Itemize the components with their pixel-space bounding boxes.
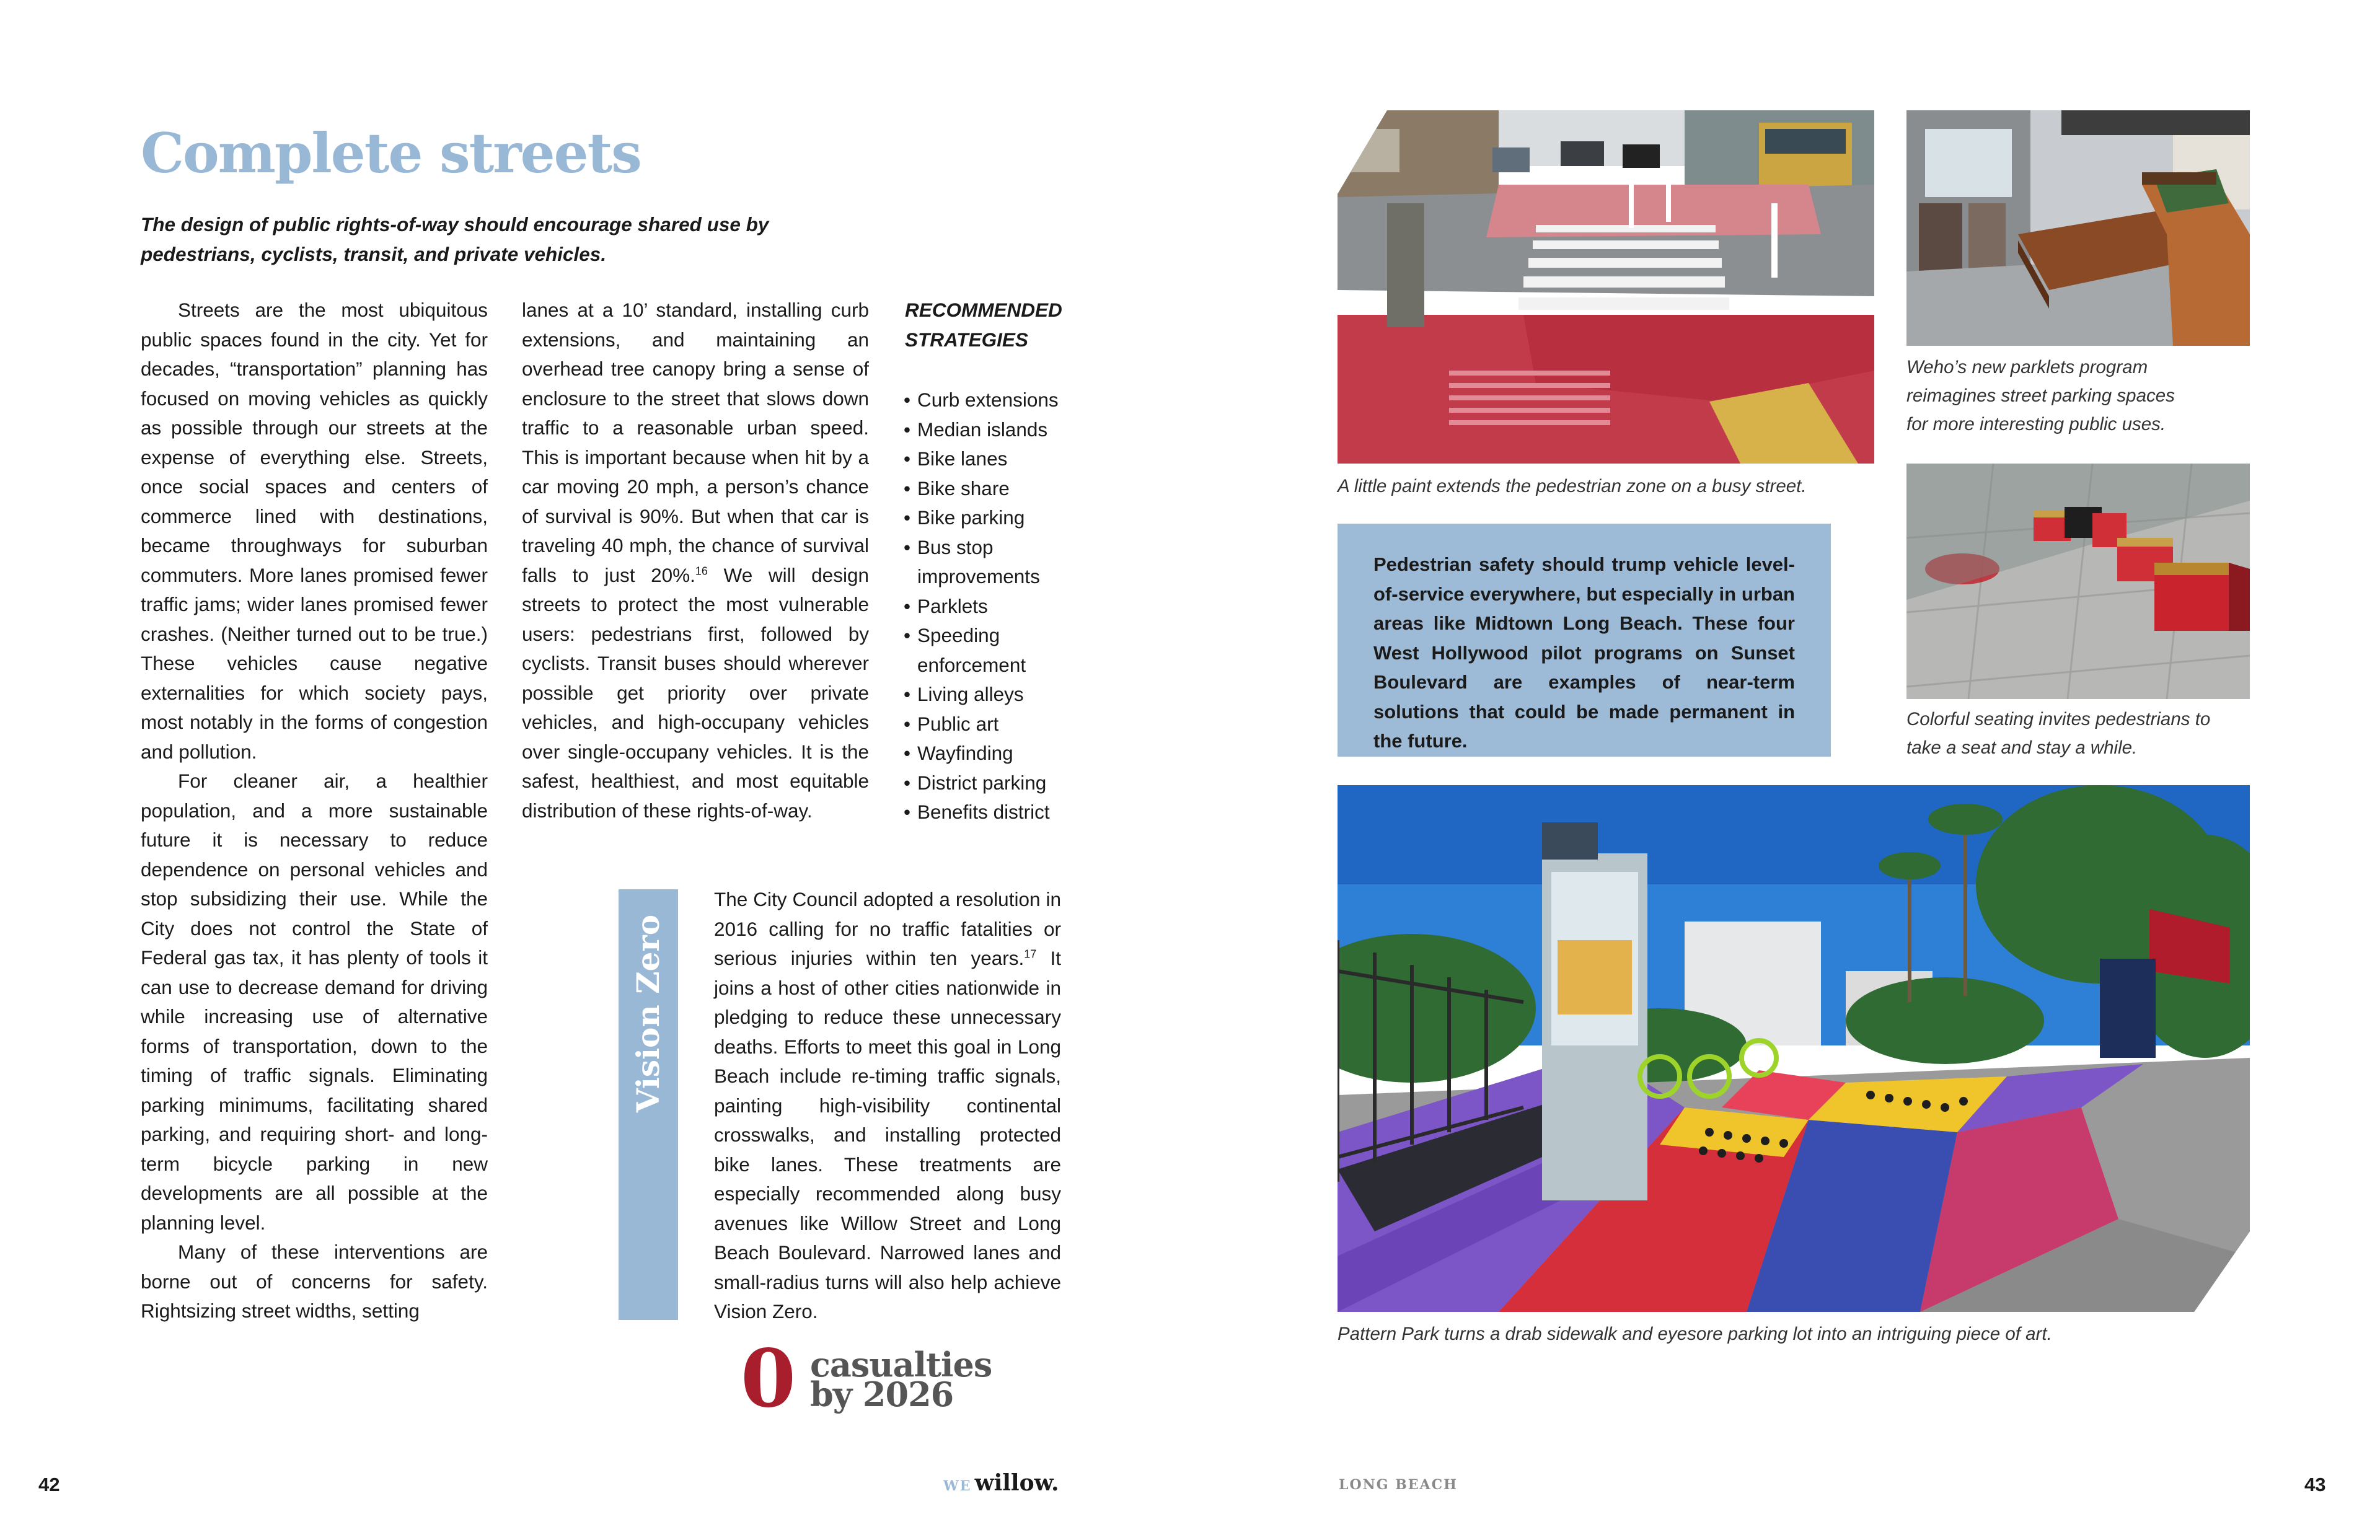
- strategy-item: [904, 739, 1090, 768]
- body-paragraph: [714, 885, 1061, 1327]
- stat-label-line: by 2026: [810, 1375, 954, 1414]
- page-title: Complete streets: [141, 121, 641, 185]
- vision-zero-label-text: Vision Zero: [630, 914, 667, 1112]
- body-paragraph: Many of these interventions are borne out of concerns for safety. Rightsizing street widths, setting: [141, 1241, 488, 1322]
- page-number-left: 42: [38, 1474, 60, 1495]
- strategy-item: [904, 798, 1090, 827]
- bullet: •: [904, 418, 911, 441]
- strategy-label: Median islands: [917, 418, 1048, 441]
- parklet-photo: [1906, 110, 2250, 346]
- crosswalk-photo-art: [1338, 110, 1874, 464]
- strategy-item: [904, 680, 1090, 710]
- bullet: •: [904, 742, 911, 764]
- strategy-item: [904, 385, 1090, 415]
- strategy-label: Speeding enforcement: [917, 624, 1026, 676]
- body-text: It joins a host of other cities nationwide in pledging to reduce these unnecessary deaths. Efforts to meet this goal in Long Beach include re-timing traffic signals, painting high-visibility continental crosswalks, and installing protected bike lanes. These treatments are especially recommended along busy avenues like Willow Street and Long Beach Boulevard. Narrowed lanes and small-radius turns will also help achieve Vision Zero.: [714, 947, 1061, 1322]
- callout-text: Pedestrian safety should trump vehicle level-of-service everywhere, but especially in urban areas like Midtown Long Beach. These four West Hollywood pilot programs on Sunset Boulevard are examples of near-term solutions that could be made permanent in the future.: [1373, 553, 1795, 752]
- section-label: LONG BEACH: [1339, 1477, 1458, 1493]
- body-text: The City Council adopted a resolution in 2016 calling for no traffic fatalities or serious injuries within ten years.: [714, 888, 1061, 969]
- strategy-label: Curb extensions: [917, 389, 1059, 411]
- strategies-heading-line: RECOMMENDED: [905, 299, 1062, 321]
- strategy-label: Living alleys: [917, 683, 1024, 705]
- bullet: •: [904, 801, 911, 823]
- strategies-heading: [905, 296, 1078, 354]
- vision-zero-label: [619, 889, 678, 1137]
- stat-label: [810, 1345, 992, 1414]
- bullet: •: [904, 389, 911, 411]
- strategy-item: [904, 592, 1090, 622]
- strategy-item: [904, 533, 1090, 592]
- subtitle: The design of public rights-of-way should encourage shared use by pedestrians, cyclists, transit, and private vehicles.: [141, 213, 769, 265]
- bullet: •: [904, 506, 911, 529]
- footnote-ref: 17: [1024, 948, 1037, 961]
- strategy-item: [904, 474, 1090, 504]
- crosswalk-caption: A little paint extends the pedestrian zone on a busy street.: [1338, 476, 1807, 496]
- bullet: •: [904, 683, 911, 705]
- bullet: •: [904, 624, 911, 646]
- pattern-park-caption: Pattern Park turns a drab sidewalk and eyesore parking lot into an intriguing piece of art.: [1338, 1324, 2052, 1344]
- brand-willow: willow.: [974, 1470, 1059, 1496]
- strategy-label: Parklets: [917, 594, 988, 617]
- vision-zero-text: [714, 885, 1061, 1327]
- strategy-label: District parking: [917, 771, 1047, 794]
- strategy-label: Bike parking: [917, 506, 1025, 529]
- bullet: •: [904, 771, 911, 794]
- strategies-heading-line: STRATEGIES: [905, 328, 1028, 351]
- stat-number: 0: [741, 1332, 796, 1425]
- body-paragraph: [522, 296, 869, 825]
- bullet: •: [904, 535, 911, 558]
- pattern-park-photo: [1338, 785, 2250, 1312]
- bullet: •: [904, 712, 911, 735]
- brand-logo: [943, 1470, 1059, 1496]
- strategy-label: Bike share: [917, 477, 1010, 499]
- strategy-label: Benefits district: [917, 801, 1050, 823]
- bullet: •: [904, 594, 911, 617]
- body-text: lanes at a 10’ standard, installing curb extensions, and maintaining an overhead tree canopy bring a sense of enclosure to the street that slows down traffic to a reasonable urban speed. This is important because when hit by a car moving 20 mph, a person’s chance of survival is 90%. But when that car is traveling 40 mph, the chance of survival falls to just 20%.: [522, 299, 869, 586]
- body-paragraph: Streets are the most ubiquitous public spaces found in the city. Yet for decades, “transportation” planning has focused on moving vehicles as quickly as possible through our streets at the expense of everything else. Streets, once social spaces and centers of commerce lined with destinations, became throughways for suburban commuters. More lanes promised fewer traffic jams; wider lanes promised fewer crashes. (Neither turned out to be true.) These vehicles cause negative externalities for which society pays, most notably in the forms of congestion and pollution.: [141, 299, 488, 763]
- pattern-park-photo-art: [1338, 785, 2250, 1312]
- body-text: We will design streets to protect the most vulnerable users: pedestrians first, followed by cyclists. Transit buses should wherever possible get priority over private vehicles, and high-occupany vehicles over single-occupany vehicles. It is the safest, healthiest, and most equitable distribution of these rights-of-way.: [522, 563, 869, 822]
- callout-box: [1338, 524, 1831, 757]
- page-number-right: 43: [2304, 1474, 2326, 1495]
- strategy-label: Public art: [917, 712, 999, 735]
- strategy-label: Bike lanes: [917, 447, 1008, 470]
- stat-label-line: casualties: [810, 1345, 992, 1384]
- seating-caption: Colorful seating invites pedestrians to take a seat and stay a while.: [1906, 709, 2211, 758]
- strategy-item: [904, 710, 1090, 739]
- strategy-label: Bus stop improvements: [917, 535, 1040, 587]
- bullet: •: [904, 447, 911, 470]
- seating-photo-art: [1906, 464, 2250, 699]
- strategy-item: [904, 415, 1090, 445]
- strategy-label: Wayfinding: [917, 742, 1013, 764]
- seating-photo: [1906, 464, 2250, 699]
- parklet-caption: Weho’s new parklets program reimagines street parking spaces for more interesting public uses.: [1906, 357, 2175, 434]
- bullet: •: [904, 477, 911, 499]
- body-column-2: [522, 296, 869, 825]
- brand-we: WE: [943, 1478, 972, 1494]
- footnote-ref: 16: [695, 565, 708, 577]
- strategy-item: [904, 503, 1090, 533]
- crosswalk-photo: [1338, 110, 1874, 464]
- parklet-photo-art: [1906, 110, 2250, 346]
- strategy-item: [904, 621, 1090, 680]
- body-paragraph: For cleaner air, a healthier population, and a more sustainable future it is necessary to reduce dependence on personal vehicles and stop subsidizing their use. While the City does not control the State of Federal gas tax, it has plenty of tools it can use to decrease demand for driving while increasing use of alternative forms of transportation, down to the timing of traffic signals. Eliminating parking minimums, facilitating shared parking, and requiring short- and long-term bicycle parking in new developments are all possible at the planning level.: [141, 770, 488, 1234]
- strategy-item: [904, 444, 1090, 474]
- strategies-list: [904, 385, 1090, 827]
- body-column-1: [141, 296, 488, 1326]
- strategy-item: [904, 768, 1090, 798]
